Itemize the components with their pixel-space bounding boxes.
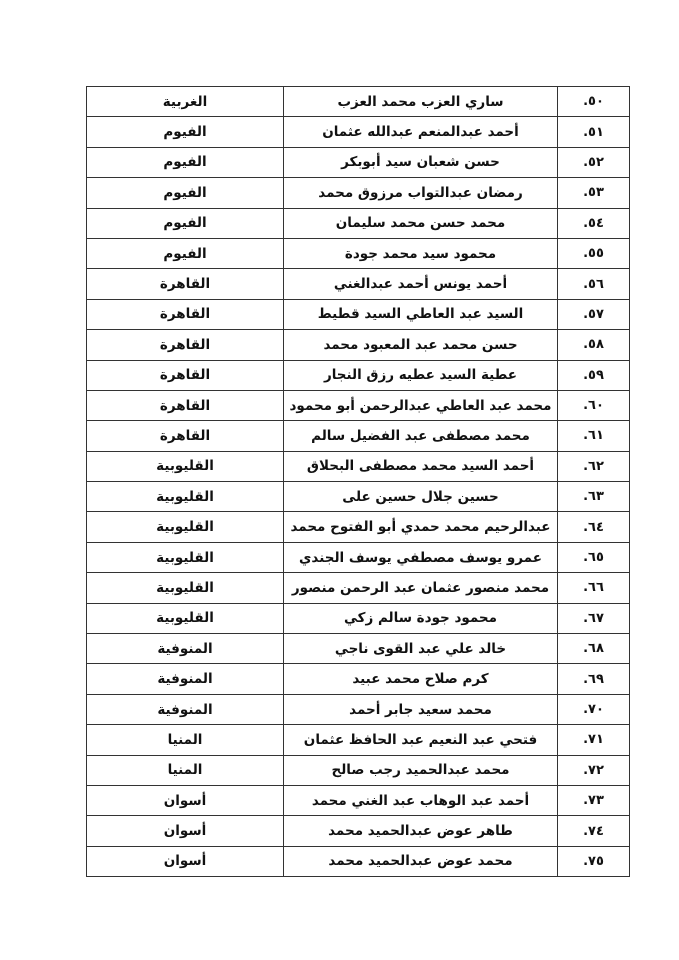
row-number: .٥١ bbox=[558, 117, 630, 147]
governorate: المنوفية bbox=[87, 664, 284, 694]
governorate: القليوبية bbox=[87, 482, 284, 512]
table-row bbox=[87, 390, 630, 420]
row-number: .٧١ bbox=[558, 725, 630, 755]
governorate: القاهرة bbox=[87, 269, 284, 299]
person-name: أحمد السيد محمد مصطفى البحلاق bbox=[284, 451, 558, 481]
person-name: عبدالرحيم محمد حمدي أبو الفتوح محمد bbox=[284, 512, 558, 542]
row-number: .٦٥ bbox=[558, 542, 630, 572]
row-number: .٦٣ bbox=[558, 482, 630, 512]
row-number: .٧٤ bbox=[558, 816, 630, 846]
row-number: .٦٤ bbox=[558, 512, 630, 542]
governorate: المنيا bbox=[87, 725, 284, 755]
person-name: محمد سعيد جابر أحمد bbox=[284, 694, 558, 724]
table-row bbox=[87, 238, 630, 268]
person-name: محمود سيد محمد جودة bbox=[284, 238, 558, 268]
row-number: .٦٩ bbox=[558, 664, 630, 694]
governorate: الفيوم bbox=[87, 208, 284, 238]
person-name: أحمد عبدالمنعم عبدالله عثمان bbox=[284, 117, 558, 147]
table-row bbox=[87, 785, 630, 815]
person-name: عطية السيد عطيه رزق النجار bbox=[284, 360, 558, 390]
row-number: .٥٤ bbox=[558, 208, 630, 238]
person-name: طاهر عوض عبدالحميد محمد bbox=[284, 816, 558, 846]
row-number: .٦١ bbox=[558, 421, 630, 451]
governorate: القاهرة bbox=[87, 330, 284, 360]
governorate: القاهرة bbox=[87, 390, 284, 420]
names-table bbox=[86, 86, 630, 877]
governorate: المنيا bbox=[87, 755, 284, 785]
table-row bbox=[87, 482, 630, 512]
governorate: القليوبية bbox=[87, 451, 284, 481]
governorate: الفيوم bbox=[87, 238, 284, 268]
row-number: .٧٠ bbox=[558, 694, 630, 724]
governorate: القليوبية bbox=[87, 512, 284, 542]
governorate: القاهرة bbox=[87, 421, 284, 451]
row-number: .٦٠ bbox=[558, 390, 630, 420]
table-row bbox=[87, 451, 630, 481]
governorate: أسوان bbox=[87, 816, 284, 846]
person-name: محمد حسن محمد سليمان bbox=[284, 208, 558, 238]
person-name: محمد مصطفى عبد الفضيل سالم bbox=[284, 421, 558, 451]
person-name: حسين جلال حسين على bbox=[284, 482, 558, 512]
table-row bbox=[87, 694, 630, 724]
row-number: .٧٥ bbox=[558, 846, 630, 876]
governorate: الغربية bbox=[87, 87, 284, 117]
governorate: القاهرة bbox=[87, 299, 284, 329]
person-name: أحمد يونس أحمد عبدالغني bbox=[284, 269, 558, 299]
governorate: الفيوم bbox=[87, 178, 284, 208]
table-row bbox=[87, 269, 630, 299]
table-row bbox=[87, 208, 630, 238]
row-number: .٥٨ bbox=[558, 330, 630, 360]
person-name: رمضان عبدالتواب مرزوق محمد bbox=[284, 178, 558, 208]
person-name: عمرو يوسف مصطفي يوسف الجندي bbox=[284, 542, 558, 572]
row-number: .٥٣ bbox=[558, 178, 630, 208]
row-number: .٥٩ bbox=[558, 360, 630, 390]
row-number: .٥٢ bbox=[558, 147, 630, 177]
table-row bbox=[87, 755, 630, 785]
person-name: محمد عوض عبدالحميد محمد bbox=[284, 846, 558, 876]
person-name: محمد منصور عثمان عبد الرحمن منصور bbox=[284, 573, 558, 603]
table-row bbox=[87, 573, 630, 603]
table-row bbox=[87, 360, 630, 390]
table-row bbox=[87, 846, 630, 876]
table-row bbox=[87, 117, 630, 147]
person-name: حسن محمد عبد المعبود محمد bbox=[284, 330, 558, 360]
governorate: الفيوم bbox=[87, 117, 284, 147]
governorate: القليوبية bbox=[87, 542, 284, 572]
person-name: محمد عبدالحميد رجب صالح bbox=[284, 755, 558, 785]
row-number: .٧٣ bbox=[558, 785, 630, 815]
table-row bbox=[87, 634, 630, 664]
table-row bbox=[87, 542, 630, 572]
row-number: .٦٦ bbox=[558, 573, 630, 603]
row-number: .٦٢ bbox=[558, 451, 630, 481]
table-row bbox=[87, 512, 630, 542]
row-number: .٥٥ bbox=[558, 238, 630, 268]
table-row bbox=[87, 330, 630, 360]
governorate: الفيوم bbox=[87, 147, 284, 177]
governorate: القليوبية bbox=[87, 573, 284, 603]
governorate: المنوفية bbox=[87, 634, 284, 664]
row-number: .٦٨ bbox=[558, 634, 630, 664]
person-name: حسن شعبان سيد أبوبكر bbox=[284, 147, 558, 177]
governorate: أسوان bbox=[87, 846, 284, 876]
table-row bbox=[87, 816, 630, 846]
governorate: المنوفية bbox=[87, 694, 284, 724]
names-table-body bbox=[87, 87, 630, 877]
person-name: السيد عبد العاطي السيد قطيط bbox=[284, 299, 558, 329]
person-name: محمود جودة سالم زكي bbox=[284, 603, 558, 633]
person-name: محمد عبد العاطي عبدالرحمن أبو محمود bbox=[284, 390, 558, 420]
governorate: القاهرة bbox=[87, 360, 284, 390]
table-row bbox=[87, 664, 630, 694]
person-name: كرم صلاح محمد عبيد bbox=[284, 664, 558, 694]
row-number: .٥٦ bbox=[558, 269, 630, 299]
table-row bbox=[87, 147, 630, 177]
person-name: خالد علي عبد القوى ناجي bbox=[284, 634, 558, 664]
person-name: أحمد عبد الوهاب عبد الغني محمد bbox=[284, 785, 558, 815]
table-row bbox=[87, 178, 630, 208]
table-row bbox=[87, 421, 630, 451]
governorate: أسوان bbox=[87, 785, 284, 815]
person-name: ساري العزب محمد العزب bbox=[284, 87, 558, 117]
table-row bbox=[87, 87, 630, 117]
row-number: .٧٢ bbox=[558, 755, 630, 785]
row-number: .٥٠ bbox=[558, 87, 630, 117]
row-number: .٥٧ bbox=[558, 299, 630, 329]
row-number: .٦٧ bbox=[558, 603, 630, 633]
table-row bbox=[87, 299, 630, 329]
governorate: القليوبية bbox=[87, 603, 284, 633]
table-row bbox=[87, 603, 630, 633]
table-row bbox=[87, 725, 630, 755]
person-name: فتحي عبد النعيم عبد الحافظ عثمان bbox=[284, 725, 558, 755]
